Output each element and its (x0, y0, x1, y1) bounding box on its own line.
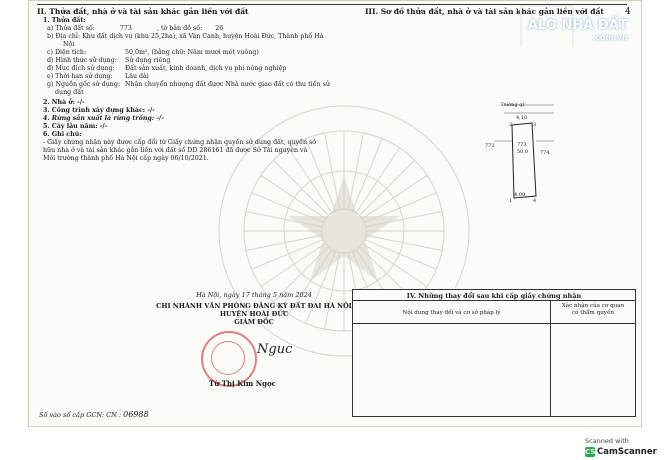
map-parcel-no: 773 (517, 142, 527, 148)
land-title: 1. Thửa đất: (43, 17, 86, 24)
purpose-label: đ) Mục đích sử dụng: (47, 65, 115, 72)
map-sheet-value: 26 (215, 25, 224, 32)
changes-col1-header: Nội dung thay đổi và cơ sở pháp lý (402, 310, 501, 316)
map-vertex-a: 2 (509, 122, 513, 128)
certificate-page (28, 0, 642, 427)
item-perennial: 5. Cây lâu năm: -/- (43, 123, 108, 130)
site-watermark (528, 18, 628, 42)
address-value-2: Nội (63, 41, 75, 48)
map-area: 50,0 (517, 149, 529, 155)
address-row (47, 33, 324, 41)
parcel-no-label: a) Thửa đất số: (47, 25, 95, 32)
note-line-3: Môi trường thành phố Hà Nội cấp ngày 06/10/2021. (43, 155, 209, 162)
emblem-ray (252, 239, 324, 269)
map-vertex-c: 1 (509, 198, 513, 204)
changes-col-content (353, 301, 551, 416)
camscanner-badge (585, 437, 657, 457)
area-label: c) Diện tích: (47, 49, 87, 56)
changes-col2-header-2: có thẩm quyền (571, 310, 615, 316)
emblem-ray (356, 148, 399, 213)
section-ii-heading: II. Thửa đất, nhà ở và tài sản khác gắn liền với đất (37, 7, 249, 16)
note-line-2: hữu nhà ở và tài sản khác gắn liền với đất số DD 286161 đã được Sở Tài nguyên và (43, 147, 308, 154)
handwritten-signature: Nguc (257, 342, 293, 357)
section-iii-heading: III. Sơ đồ thửa đất, nhà ở và tài sản khác gắn liền với đất (365, 7, 604, 16)
origin-value: Nhận chuyển nhượng đất được Nhà nước giao đất có thu tiền sử (125, 81, 330, 88)
changes-title: IV. Những thay đổi sau khi cấp giấy chứng nhận (406, 292, 582, 300)
map-width-top: 4,10 (516, 115, 528, 121)
origin-value-2: dụng đất (55, 89, 84, 96)
camscanner-name: CamScanner (597, 447, 657, 457)
map-right-parcel: 774 (540, 150, 550, 156)
parcel-no-row (47, 25, 234, 33)
book-number-value: 06988 (123, 410, 149, 419)
issuing-office: CHI NHÁNH VĂN PHÒNG ĐĂNG KÝ ĐẤT ĐAI HÀ NỘI (156, 302, 352, 310)
term-row (47, 73, 149, 81)
map-vertex-d: 4 (533, 198, 537, 204)
emblem-ray (261, 175, 326, 218)
emblem-ray (360, 160, 415, 215)
book-number-label: Số vào sổ cấp GCN: CN : (39, 411, 122, 419)
issuing-district: HUYỆN HOÀI ĐỨC (219, 310, 289, 318)
term-value: Lâu dài (125, 73, 149, 80)
map-left-parcel: 772 (485, 143, 495, 149)
use-form-value: Sử dụng riêng (125, 57, 171, 64)
emblem-ray (273, 160, 328, 215)
signer-role: GIÁM ĐỐC (234, 318, 274, 326)
use-form-label: d) Hình thức sử dụng: (47, 57, 117, 64)
emblem-ray (362, 175, 427, 218)
note-line-1: - Giấy chứng nhận này được cấp đổi từ Giấy chứng nhận quyền sử dụng đất, quyền sở (43, 139, 317, 146)
signature-block (149, 291, 359, 326)
site-watermark-domain: .com.vn (592, 33, 628, 42)
term-label: e) Thời hạn sử dụng: (47, 73, 113, 80)
emblem-ray (364, 239, 436, 269)
map-vertex-b: 3 (533, 122, 537, 128)
item-notes: 6. Ghi chú: (43, 131, 82, 138)
map-sheet-label: , tờ bản đồ số: (156, 25, 203, 32)
origin-row (47, 81, 330, 89)
emblem-ray (306, 139, 336, 211)
emblem-ray (352, 139, 382, 211)
item-forest: 4. Rừng sản xuất là rừng trồng: -/- (43, 115, 164, 122)
item-house: 2. Nhà ở: -/- (43, 99, 85, 106)
purpose-value: Đất sản xuất, kinh doanh, dịch vụ phi nông nghiệp (125, 65, 287, 72)
map-width-bottom: 4,09 (514, 192, 526, 198)
changes-col2-header-1: Xác nhận của cơ quan (561, 303, 625, 309)
map-road-label: Đường ql (501, 102, 525, 108)
issue-date: Hà Nội, ngày 17 tháng 5 năm 2024 (196, 291, 312, 299)
parcel-no-value: 773 (119, 25, 132, 32)
address-label: b) Địa chỉ: (47, 33, 81, 40)
origin-label: g) Nguồn gốc sử dụng: (47, 81, 120, 88)
camscanner-icon: CS (585, 448, 596, 456)
changes-header-bottom (353, 323, 635, 324)
scanned-with-label: Scanned with (585, 437, 629, 445)
changes-col-confirm (551, 301, 635, 416)
area-value: 50,0m², (bằng chữ: Năm mươi mét vuông) (125, 49, 259, 56)
site-watermark-name: ALO NHÀ ĐẤT (528, 18, 628, 33)
area-row (47, 49, 259, 57)
purpose-row (47, 65, 286, 73)
item-construction: 3. Công trình xây dựng khác: -/- (43, 107, 155, 114)
emblem-ray (288, 148, 331, 213)
address-value: Khu đất dịch vụ (khu 25,2ha), xã Vân Canh, huyện Hoài Đức, Thành phố Hà (82, 33, 324, 40)
signer-name: Từ Thị Kim Ngọc (209, 379, 276, 388)
corner-mark: 4 (625, 7, 631, 17)
use-form-row (47, 57, 170, 65)
changes-table (352, 289, 636, 417)
book-number-row (39, 411, 149, 419)
